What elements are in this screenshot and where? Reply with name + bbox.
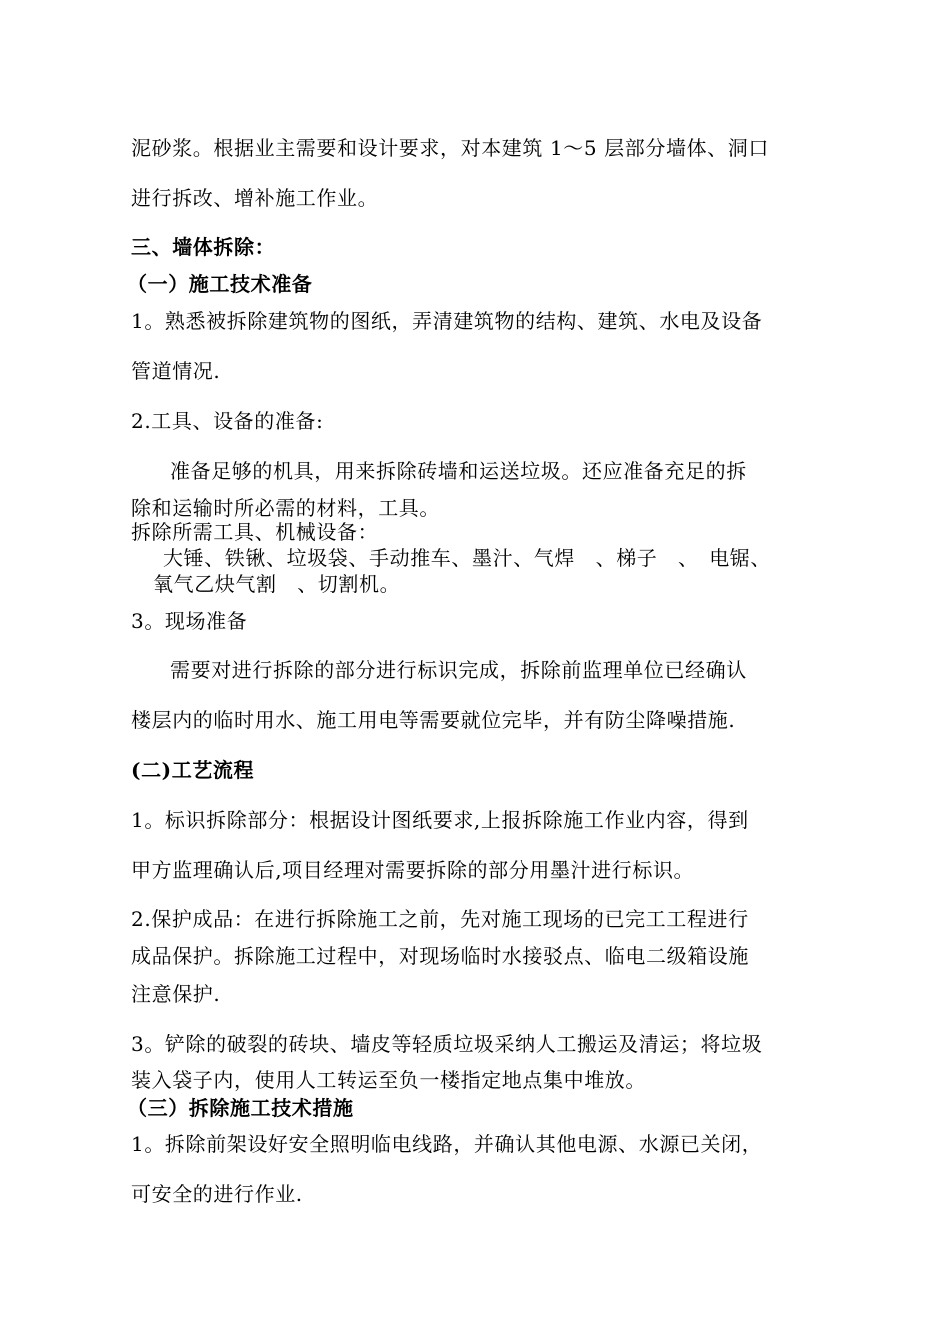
body-line: 可安全的进行作业.	[131, 1182, 303, 1206]
body-line: 楼层内的临时用水、施工用电等需要就位完毕，并有防尘降噪措施.	[131, 708, 736, 732]
body-line: 3。现场准备	[131, 609, 248, 633]
body-line: 1。熟悉被拆除建筑物的图纸，弄清建筑物的结构、建筑、水电及设备	[131, 309, 763, 333]
body-line: 大锤、铁锹、垃圾袋、手动推车、墨汁、气焊 、梯子 、 电锯、	[163, 546, 771, 570]
subsection-heading: （一）施工技术准备	[127, 272, 313, 296]
section-heading: 三、墙体拆除：	[131, 235, 276, 259]
body-line: 2.工具、设备的准备:	[131, 409, 324, 433]
body-line: 氧气乙炔气割 、切割机。	[153, 572, 401, 596]
body-line: 2.保护成品：在进行拆除施工之前，先对施工现场的已完工工程进行	[131, 907, 749, 931]
body-line: 进行拆改、增补施工作业。	[131, 186, 379, 210]
body-line: 泥砂浆。根据业主需要和设计要求，对本建筑 1～5 层部分墙体、洞口	[131, 136, 769, 160]
body-line: 1。拆除前架设好安全照明临电线路，并确认其他电源、水源已关闭，	[131, 1132, 763, 1156]
body-line: 成品保护。拆除施工过程中，对现场临时水接驳点、临电二级箱设施	[131, 944, 749, 968]
body-line: 3。铲除的破裂的砖块、墙皮等轻质垃圾采纳人工搬运及清运；将垃圾	[131, 1032, 763, 1056]
body-line: 准备足够的机具，用来拆除砖墙和运送垃圾。还应准备充足的拆	[170, 459, 747, 483]
body-line: 装入袋子内，使用人工转运至负一楼指定地点集中堆放。	[131, 1068, 646, 1092]
body-line: 注意保护.	[131, 982, 221, 1006]
body-line: 除和运输时所必需的材料，工具。	[131, 496, 440, 520]
body-line: 1。标识拆除部分：根据设计图纸要求,上报拆除施工作业内容，得到	[131, 808, 749, 832]
subsection-heading: （三）拆除施工技术措施	[127, 1096, 354, 1120]
body-line: 需要对进行拆除的部分进行标识完成，拆除前监理单位已经确认	[170, 658, 747, 682]
subsection-heading: (二)工艺流程	[131, 758, 255, 782]
body-line: 拆除所需工具、机械设备：	[131, 520, 379, 544]
body-line: 管道情况.	[131, 359, 221, 383]
body-line: 甲方监理确认后,项目经理对需要拆除的部分用墨汁进行标识。	[131, 858, 695, 882]
